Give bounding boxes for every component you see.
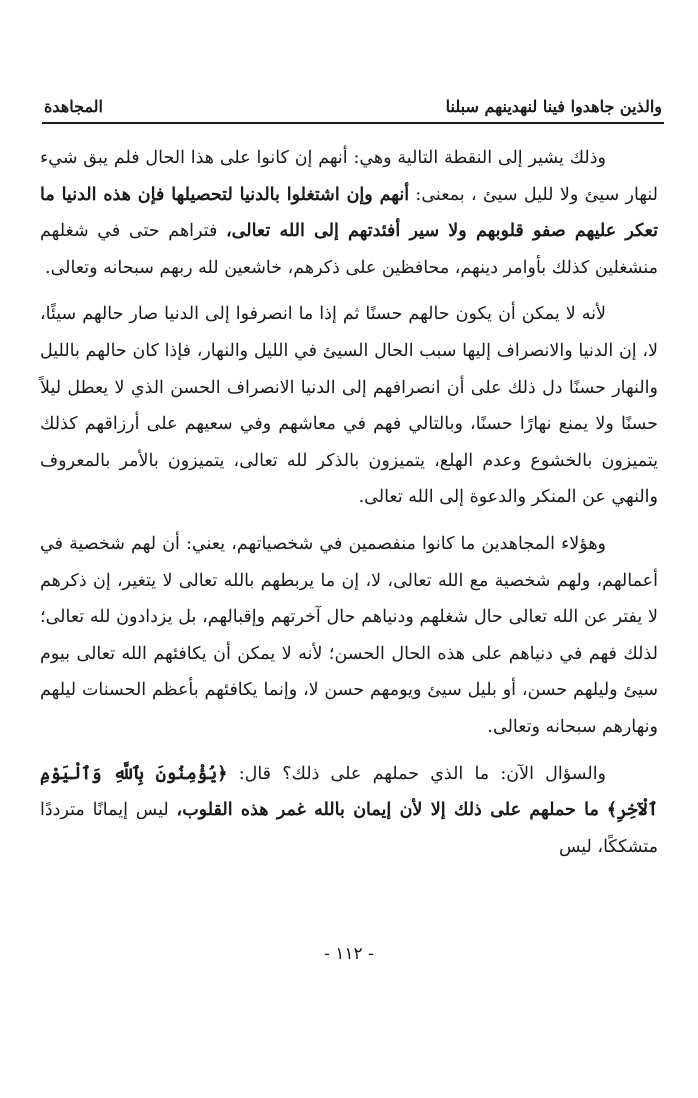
running-header	[44, 86, 662, 116]
quran-verse: ﴿يُؤْمِنُونَ بِٱللَّهِ وَٱلْيَوْمِ ٱلْآخِرِ﴾	[40, 763, 658, 821]
text-segment: ليس إيمانًا مترددًا متشككًا، ليس	[40, 800, 658, 857]
text-segment: لأنه لا يمكن أن يكون حالهم حسنًا ثم إذا ما انصرفوا إلى الدنيا صار حالهم سيئًا، لا، إن الدنيا والانصراف إليها سبب الحال السيئ في الليل والنهار، فإذا كان حالهم بالليل والنهار حسنًا دل ذلك على أن انصرافهم إلى الدنيا الانصراف الحسن الذي لا يعطل ليلاً حسنًا ولا يمنع نهارًا حسنًا، وبالتالي فهم في معاشهم وفي سعيهم على أرزاقهم كذلك يتميزون بالخشوع وعدم الهلع، يتميزون بالذكر لله تعالى، يتميزون بالأمر بالمعروف والنهي عن المنكر والدعوة إلى الله تعالى.	[40, 304, 658, 508]
body-text	[40, 140, 658, 875]
paragraph-2	[40, 296, 658, 516]
paragraph-4	[40, 756, 658, 866]
chapter-title: المجاهدة	[44, 97, 103, 116]
text-segment	[599, 800, 607, 820]
header-rule	[42, 122, 664, 124]
text-segment: والسؤال الآن: ما الذي حملهم على ذلك؟ قال:	[227, 763, 607, 784]
text-segment: وهؤلاء المجاهدين ما كانوا منفصمين في شخصياتهم، يعني: أن لهم شخصية في أعمالهم، ولهم شخصية مع الله تعالى، لا، إن ما يربطهم بالله تعالى لا يتغير، إن ذكرهم لا يفتر عن الله تعالى حال شغلهم ودنياهم حال آخرتهم وإقبالهم، بل يزدادون لله تعالى؛ لذلك فهم في دنياهم على هذه الحال الحسن؛ لأنه لا يمكن أن يكافئهم الله تعالى بيوم سيئ وليلهم حسن، أو بليل سيئ ويومهم حسن لا، وإنما يكافئهم بأعظم الحسنات ليلهم ونهارهم سبحانه وتعالى.	[40, 533, 658, 737]
page-number: - ١١٢ -	[324, 944, 374, 964]
bold-text-segment: أنهم وإن اشتغلوا بالدنيا لتحصيلها فإن هذه الدنيا ما تعكر عليهم صفو قلوبهم ولا سير أفئدتهم إلى الله تعالى،	[40, 184, 658, 242]
paragraph-3	[40, 526, 658, 746]
text-segment: وذلك يشير إلى النقطة التالية وهي: أنهم إن كانوا على هذا الحال فلم يبق شيء لنهار سيئ ولا لليل سيئ ، بمعنى:	[40, 148, 658, 205]
book-title: والذين جاهدوا فينا لنهدينهم سبلنا	[445, 97, 662, 116]
paragraph-1	[40, 140, 658, 286]
text-segment: فتراهم حتى في شغلهم منشغلين كذلك بأوامر دينهم، محافظين على ذكرهم، خاشعين لله ربهم سبحانه وتعالى.	[40, 221, 658, 278]
bold-text-segment: ما حملهم على ذلك إلا لأن إيمان بالله غمر هذه القلوب،	[176, 800, 599, 821]
